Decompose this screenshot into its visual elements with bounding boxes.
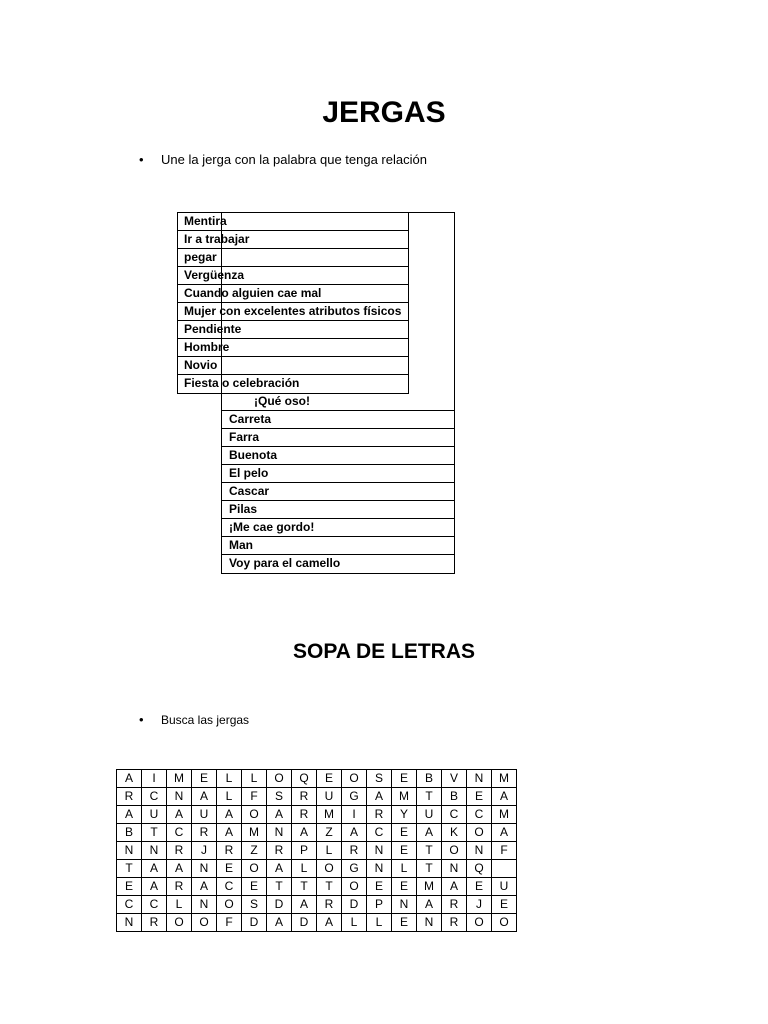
grid-cell: N bbox=[367, 842, 392, 860]
grid-cell: M bbox=[492, 770, 517, 788]
grid-cell: E bbox=[242, 878, 267, 896]
grid-cell: C bbox=[142, 896, 167, 914]
grid-cell: L bbox=[167, 896, 192, 914]
grid-cell: B bbox=[117, 824, 142, 842]
grid-cell: P bbox=[367, 896, 392, 914]
grid-cell: A bbox=[292, 824, 317, 842]
grid-cell: T bbox=[417, 842, 442, 860]
grid-cell: N bbox=[192, 860, 217, 878]
grid-row bbox=[117, 914, 517, 932]
instruction-text: Busca las jergas bbox=[161, 713, 250, 727]
grid-cell: B bbox=[442, 788, 467, 806]
grid-cell: T bbox=[117, 860, 142, 878]
grid-cell: B bbox=[417, 770, 442, 788]
grid-cell: R bbox=[217, 842, 242, 860]
grid-cell: E bbox=[467, 788, 492, 806]
grid-cell: A bbox=[342, 824, 367, 842]
grid-cell: K bbox=[442, 824, 467, 842]
grid-cell: A bbox=[192, 878, 217, 896]
grid-cell: U bbox=[492, 878, 517, 896]
grid-cell: O bbox=[467, 914, 492, 932]
grid-cell: J bbox=[192, 842, 217, 860]
grid-cell: A bbox=[442, 878, 467, 896]
grid-cell: A bbox=[317, 914, 342, 932]
grid-cell: L bbox=[292, 860, 317, 878]
grid-cell: M bbox=[242, 824, 267, 842]
grid-cell: R bbox=[192, 824, 217, 842]
slang-item: Man bbox=[222, 537, 454, 555]
grid-cell: R bbox=[442, 914, 467, 932]
grid-cell: C bbox=[142, 788, 167, 806]
grid-cell: O bbox=[242, 860, 267, 878]
slang-item: ¡Qué oso! bbox=[222, 393, 454, 411]
grid-cell: N bbox=[167, 788, 192, 806]
grid-cell: A bbox=[167, 806, 192, 824]
grid-cell: A bbox=[142, 860, 167, 878]
grid-cell: A bbox=[142, 878, 167, 896]
grid-cell: L bbox=[342, 914, 367, 932]
grid-cell: L bbox=[392, 860, 417, 878]
grid-cell: M bbox=[392, 788, 417, 806]
grid-row bbox=[117, 824, 517, 842]
slang-item: Voy para el camello bbox=[229, 556, 341, 570]
grid-row bbox=[117, 842, 517, 860]
grid-cell: T bbox=[417, 788, 442, 806]
grid-cell: E bbox=[392, 914, 417, 932]
grid-cell: E bbox=[192, 770, 217, 788]
grid-cell: P bbox=[292, 842, 317, 860]
page-title: JERGAS bbox=[322, 96, 446, 129]
grid-cell: C bbox=[442, 806, 467, 824]
grid-cell: N bbox=[417, 914, 442, 932]
grid-cell: G bbox=[342, 860, 367, 878]
grid-cell: Z bbox=[242, 842, 267, 860]
grid-cell: N bbox=[392, 896, 417, 914]
grid-cell: S bbox=[267, 788, 292, 806]
grid-cell: D bbox=[342, 896, 367, 914]
grid-cell: R bbox=[117, 788, 142, 806]
grid-cell: A bbox=[267, 914, 292, 932]
grid-cell: O bbox=[267, 770, 292, 788]
slang-item: Carreta bbox=[222, 411, 454, 429]
grid-cell: E bbox=[117, 878, 142, 896]
grid-cell: Q bbox=[467, 860, 492, 878]
grid-cell: R bbox=[367, 806, 392, 824]
grid-cell: A bbox=[117, 770, 142, 788]
grid-cell: O bbox=[242, 806, 267, 824]
grid-cell: A bbox=[417, 896, 442, 914]
instruction-text: Une la jerga con la palabra que tenga relación bbox=[161, 152, 427, 167]
grid-cell: M bbox=[317, 806, 342, 824]
grid-cell: U bbox=[317, 788, 342, 806]
grid-cell: L bbox=[317, 842, 342, 860]
grid-cell: R bbox=[442, 896, 467, 914]
grid-cell: N bbox=[467, 842, 492, 860]
slang-item: Cascar bbox=[222, 483, 454, 501]
meaning-item: pegar bbox=[178, 249, 408, 267]
grid-cell: A bbox=[267, 806, 292, 824]
grid-cell: Y bbox=[392, 806, 417, 824]
grid-row bbox=[117, 860, 517, 878]
grid-cell: V bbox=[442, 770, 467, 788]
grid-cell: L bbox=[242, 770, 267, 788]
grid-cell: S bbox=[367, 770, 392, 788]
meaning-item: Cuando alguien cae mal bbox=[178, 285, 408, 303]
meaning-item: Ir a trabajar bbox=[178, 231, 408, 249]
grid-cell: O bbox=[342, 878, 367, 896]
grid-cell: N bbox=[142, 842, 167, 860]
grid-cell: J bbox=[467, 896, 492, 914]
grid-cell: E bbox=[392, 878, 417, 896]
grid-cell: A bbox=[217, 806, 242, 824]
grid-cell: C bbox=[167, 824, 192, 842]
grid-cell: D bbox=[267, 896, 292, 914]
grid-cell: E bbox=[367, 878, 392, 896]
grid-cell: N bbox=[467, 770, 492, 788]
meaning-item: Fiesta o celebración bbox=[184, 376, 300, 390]
grid-cell: N bbox=[367, 860, 392, 878]
grid-cell: I bbox=[342, 806, 367, 824]
grid-cell: R bbox=[292, 806, 317, 824]
slang-item: ¡Me cae gordo! bbox=[222, 519, 454, 537]
grid-cell: R bbox=[167, 842, 192, 860]
grid-cell: E bbox=[467, 878, 492, 896]
grid-cell: F bbox=[217, 914, 242, 932]
grid-cell: D bbox=[292, 914, 317, 932]
meaning-table bbox=[177, 212, 409, 394]
meaning-item: Novio bbox=[178, 357, 408, 375]
meaning-item: Hombre bbox=[178, 339, 408, 357]
grid-cell: R bbox=[292, 788, 317, 806]
grid-cell: A bbox=[417, 824, 442, 842]
grid-cell: O bbox=[217, 896, 242, 914]
slang-item: Pilas bbox=[222, 501, 454, 519]
grid-cell: N bbox=[442, 860, 467, 878]
grid-cell: F bbox=[492, 842, 517, 860]
slang-item: Farra bbox=[222, 429, 454, 447]
grid-cell: O bbox=[442, 842, 467, 860]
grid-cell: A bbox=[267, 860, 292, 878]
grid-cell: T bbox=[417, 860, 442, 878]
grid-cell: M bbox=[417, 878, 442, 896]
grid-cell: R bbox=[167, 878, 192, 896]
grid-cell: A bbox=[167, 860, 192, 878]
grid-cell: G bbox=[342, 788, 367, 806]
grid-cell: R bbox=[142, 914, 167, 932]
grid-cell: A bbox=[492, 788, 517, 806]
meaning-item: Mentira bbox=[178, 213, 408, 231]
slang-item: Buenota bbox=[222, 447, 454, 465]
instruction-match bbox=[139, 152, 427, 168]
grid-cell: N bbox=[192, 896, 217, 914]
instruction-search bbox=[139, 712, 250, 728]
grid-cell: L bbox=[217, 788, 242, 806]
grid-cell: O bbox=[192, 914, 217, 932]
bullet-icon: • bbox=[139, 712, 144, 727]
grid-row bbox=[117, 878, 517, 896]
grid-cell: C bbox=[367, 824, 392, 842]
grid-cell: R bbox=[317, 896, 342, 914]
grid-cell: E bbox=[392, 770, 417, 788]
grid-cell: N bbox=[117, 914, 142, 932]
grid-cell: C bbox=[117, 896, 142, 914]
meaning-item: Vergüenza bbox=[178, 267, 408, 285]
grid-cell: L bbox=[217, 770, 242, 788]
grid-cell: U bbox=[192, 806, 217, 824]
grid-cell: N bbox=[267, 824, 292, 842]
bullet-icon: • bbox=[139, 152, 144, 167]
grid-cell: L bbox=[367, 914, 392, 932]
grid-cell: E bbox=[392, 824, 417, 842]
grid-cell: E bbox=[492, 896, 517, 914]
grid-cell: T bbox=[267, 878, 292, 896]
grid-cell: F bbox=[242, 788, 267, 806]
section-title: SOPA DE LETRAS bbox=[292, 640, 476, 663]
grid-cell: O bbox=[492, 914, 517, 932]
grid-cell: I bbox=[142, 770, 167, 788]
grid-cell: T bbox=[142, 824, 167, 842]
meaning-item: Mujer con excelentes atributos físicos bbox=[178, 303, 408, 321]
grid-cell: T bbox=[292, 878, 317, 896]
grid-cell: C bbox=[467, 806, 492, 824]
grid-cell: D bbox=[242, 914, 267, 932]
grid-row bbox=[117, 896, 517, 914]
grid-cell: E bbox=[217, 860, 242, 878]
meaning-item: Pendiente bbox=[178, 321, 408, 339]
slang-item: El pelo bbox=[222, 465, 454, 483]
grid-cell: M bbox=[492, 806, 517, 824]
grid-cell: R bbox=[267, 842, 292, 860]
grid-cell: M bbox=[167, 770, 192, 788]
grid-cell: T bbox=[317, 878, 342, 896]
grid-cell: U bbox=[142, 806, 167, 824]
grid-cell: E bbox=[317, 770, 342, 788]
grid-cell: O bbox=[167, 914, 192, 932]
grid-row bbox=[117, 770, 517, 788]
grid-row bbox=[117, 806, 517, 824]
grid-cell: A bbox=[117, 806, 142, 824]
grid-cell: O bbox=[342, 770, 367, 788]
grid-cell: R bbox=[342, 842, 367, 860]
grid-cell: Q bbox=[292, 770, 317, 788]
grid-cell: Z bbox=[317, 824, 342, 842]
grid-cell: A bbox=[217, 824, 242, 842]
grid-cell bbox=[492, 860, 517, 878]
grid-cell: A bbox=[192, 788, 217, 806]
grid-cell: U bbox=[417, 806, 442, 824]
grid-cell: O bbox=[317, 860, 342, 878]
grid-cell: C bbox=[217, 878, 242, 896]
grid-cell: N bbox=[117, 842, 142, 860]
grid-cell: A bbox=[367, 788, 392, 806]
grid-cell: E bbox=[392, 842, 417, 860]
word-search-grid bbox=[116, 769, 517, 932]
grid-cell: O bbox=[467, 824, 492, 842]
grid-cell: S bbox=[242, 896, 267, 914]
grid-cell: A bbox=[292, 896, 317, 914]
grid-row bbox=[117, 788, 517, 806]
grid-cell: A bbox=[492, 824, 517, 842]
